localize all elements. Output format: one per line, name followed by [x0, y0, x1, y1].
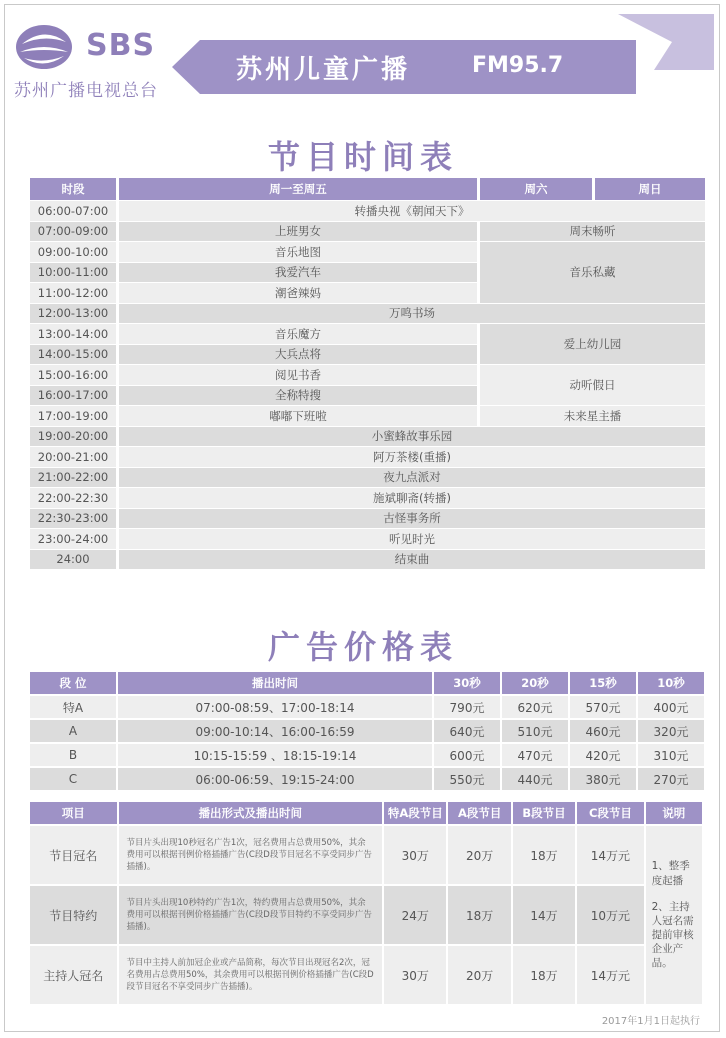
sbs-logo — [14, 22, 174, 102]
price-cell: 420元 — [570, 744, 636, 766]
time-cell: 10:00-11:00 — [30, 263, 116, 283]
ad-header-row — [30, 672, 704, 694]
price-cell: 570元 — [570, 696, 636, 718]
channel-frequency: FM95.7 — [472, 53, 564, 78]
weekend-program-cell: 未来星主播 — [480, 406, 705, 426]
price-cell: 270元 — [638, 768, 704, 790]
price-cell: 400元 — [638, 696, 704, 718]
airtime-cell: 09:00-10:14、16:00-16:59 — [118, 720, 432, 742]
price-cell: 620元 — [502, 696, 568, 718]
time-cell: 11:00-12:00 — [30, 283, 116, 303]
ad-price-title: 广告价格表 — [267, 628, 458, 666]
price-cell: 510元 — [502, 720, 568, 742]
sponsorship-table — [28, 800, 704, 1006]
effective-date: 2017年1月1日起执行 — [601, 1016, 700, 1027]
sponsor-header-cell: 说明 — [646, 802, 702, 824]
time-cell: 13:00-14:00 — [30, 324, 116, 344]
ad-header-cell: 30秒 — [434, 672, 500, 694]
header-saturday: 周六 — [480, 178, 592, 200]
airtime-cell: 10:15-15:59 、18:15-19:14 — [118, 744, 432, 766]
schedule-title: 节目时间表 — [267, 138, 458, 176]
sponsor-note-cell — [646, 826, 702, 1004]
org-name: 苏州广播电视总台 — [14, 81, 158, 101]
table-row — [30, 826, 702, 884]
sponsor-item-cell: 节目特约 — [30, 886, 117, 944]
price-cell: 440元 — [502, 768, 568, 790]
segment-cell: B — [30, 744, 116, 766]
table-row — [30, 886, 702, 944]
airtime-cell: 06:00-06:59、19:15-24:00 — [118, 768, 432, 790]
sponsor-price-cell: 14万元 — [577, 946, 643, 1004]
sponsor-price-cell: 30万 — [384, 946, 446, 1004]
program-cell: 全称特搜 — [119, 386, 477, 406]
sponsor-desc-cell: 节目中主持人前加冠企业或产品简称，每次节目出现冠名2次，冠名费用占总费用50%，其余费用可以根据刊例价格插播广告(C段D段节目冠名不享受同步广告插播)。 — [119, 946, 383, 1004]
sponsor-header-cell: B段节目 — [513, 802, 575, 824]
time-cell: 24:00 — [30, 550, 116, 570]
sponsor-header-cell: C段节目 — [577, 802, 643, 824]
sbs-emblem-icon — [14, 22, 78, 72]
weekend-program-cell: 周末畅听 — [480, 222, 705, 242]
price-cell: 640元 — [434, 720, 500, 742]
weekend-program-cell: 音乐私藏 — [480, 242, 705, 303]
sponsor-header-cell: 特A段节目 — [384, 802, 446, 824]
segment-cell: A — [30, 720, 116, 742]
sponsor-header-cell: 项目 — [30, 802, 117, 824]
program-cell: 听见时光 — [119, 529, 705, 549]
time-cell: 17:00-19:00 — [30, 406, 116, 426]
program-cell: 阿万茶楼(重播) — [119, 447, 705, 467]
ad-header-cell: 播出时间 — [118, 672, 432, 694]
sponsor-price-cell: 18万 — [448, 886, 510, 944]
ad-header-cell: 20秒 — [502, 672, 568, 694]
price-cell: 310元 — [638, 744, 704, 766]
note-line: 2、主持人冠名需提前审核企业产品。 — [651, 900, 694, 970]
sponsor-header-row — [30, 802, 702, 824]
program-cell: 上班男女 — [119, 222, 477, 242]
table-row — [30, 696, 704, 718]
ribbon-flag-icon — [614, 14, 714, 70]
table-row — [30, 946, 702, 1004]
program-cell: 大兵点将 — [119, 345, 477, 365]
weekend-program-cell: 动听假日 — [480, 365, 705, 405]
time-cell: 06:00-07:00 — [30, 201, 116, 221]
sponsor-header-cell: A段节目 — [448, 802, 510, 824]
program-cell: 小蜜蜂故事乐园 — [119, 427, 705, 447]
time-cell: 22:30-23:00 — [30, 509, 116, 529]
channel-banner — [172, 40, 636, 94]
weekend-program-cell: 爱上幼儿园 — [480, 324, 705, 364]
note-line: 1、整季度起播 — [651, 860, 690, 887]
segment-cell: 特A — [30, 696, 116, 718]
header-weekday: 周一至周五 — [119, 178, 477, 200]
time-cell: 15:00-16:00 — [30, 365, 116, 385]
time-cell: 12:00-13:00 — [30, 304, 116, 324]
sponsor-price-cell: 10万元 — [577, 886, 643, 944]
time-cell: 23:00-24:00 — [30, 529, 116, 549]
program-cell: 阅见书香 — [119, 365, 477, 385]
program-cell: 施斌聊斋(转播) — [119, 488, 705, 508]
ad-header-cell: 段 位 — [30, 672, 116, 694]
sponsor-desc-cell: 节目片头出现10秒冠名广告1次，冠名费用占总费用50%，其余费用可以根据刊例价格插播广告(C段D段节目冠名不享受同步广告插播)。 — [119, 826, 383, 884]
airtime-cell: 07:00-08:59、17:00-18:14 — [118, 696, 432, 718]
sponsor-price-cell: 30万 — [384, 826, 446, 884]
table-row — [30, 720, 704, 742]
time-cell: 09:00-10:00 — [30, 242, 116, 262]
schedule-table — [30, 178, 702, 567]
time-cell: 07:00-09:00 — [30, 222, 116, 242]
time-cell: 16:00-17:00 — [30, 386, 116, 406]
program-cell: 嘟嘟下班啦 — [119, 406, 477, 426]
program-cell: 万鸣书场 — [119, 304, 705, 324]
channel-name: 苏州儿童广播 — [236, 55, 411, 85]
sponsor-price-cell: 24万 — [384, 886, 446, 944]
sponsor-price-cell: 20万 — [448, 946, 510, 1004]
program-cell: 转播央视《朝闻天下》 — [119, 201, 705, 221]
price-cell: 470元 — [502, 744, 568, 766]
time-cell: 14:00-15:00 — [30, 345, 116, 365]
sponsor-price-cell: 14万元 — [577, 826, 643, 884]
price-cell: 790元 — [434, 696, 500, 718]
table-row — [30, 768, 704, 790]
program-cell: 音乐地图 — [119, 242, 477, 262]
sponsor-item-cell: 节目冠名 — [30, 826, 117, 884]
time-cell: 21:00-22:00 — [30, 468, 116, 488]
logo-text: SBS — [86, 28, 156, 63]
program-cell: 结束曲 — [119, 550, 705, 570]
sponsor-price-cell: 18万 — [513, 946, 575, 1004]
time-cell: 20:00-21:00 — [30, 447, 116, 467]
time-cell: 22:00-22:30 — [30, 488, 116, 508]
ad-header-cell: 15秒 — [570, 672, 636, 694]
ad-header-cell: 10秒 — [638, 672, 704, 694]
price-cell: 460元 — [570, 720, 636, 742]
program-cell: 夜九点派对 — [119, 468, 705, 488]
price-cell: 380元 — [570, 768, 636, 790]
header-time: 时段 — [30, 178, 116, 200]
price-cell: 600元 — [434, 744, 500, 766]
sponsor-price-cell: 18万 — [513, 826, 575, 884]
time-cell: 19:00-20:00 — [30, 427, 116, 447]
sponsor-desc-cell: 节目片头出现10秒特约广告1次，特约费用占总费用50%，其余费用可以根据刊例价格插播广告(C段D段节目特约不享受同步广告插播)。 — [119, 886, 383, 944]
program-cell: 音乐魔方 — [119, 324, 477, 344]
sponsor-header-cell: 播出形式及播出时间 — [119, 802, 383, 824]
table-row — [30, 744, 704, 766]
header-sunday: 周日 — [595, 178, 705, 200]
program-cell: 古怪事务所 — [119, 509, 705, 529]
program-cell: 我爱汽车 — [119, 263, 477, 283]
sponsor-item-cell: 主持人冠名 — [30, 946, 117, 1004]
segment-cell: C — [30, 768, 116, 790]
program-cell: 潮爸辣妈 — [119, 283, 477, 303]
ad-price-table — [28, 670, 706, 792]
sponsor-price-cell: 20万 — [448, 826, 510, 884]
sponsor-price-cell: 14万 — [513, 886, 575, 944]
price-cell: 320元 — [638, 720, 704, 742]
price-cell: 550元 — [434, 768, 500, 790]
